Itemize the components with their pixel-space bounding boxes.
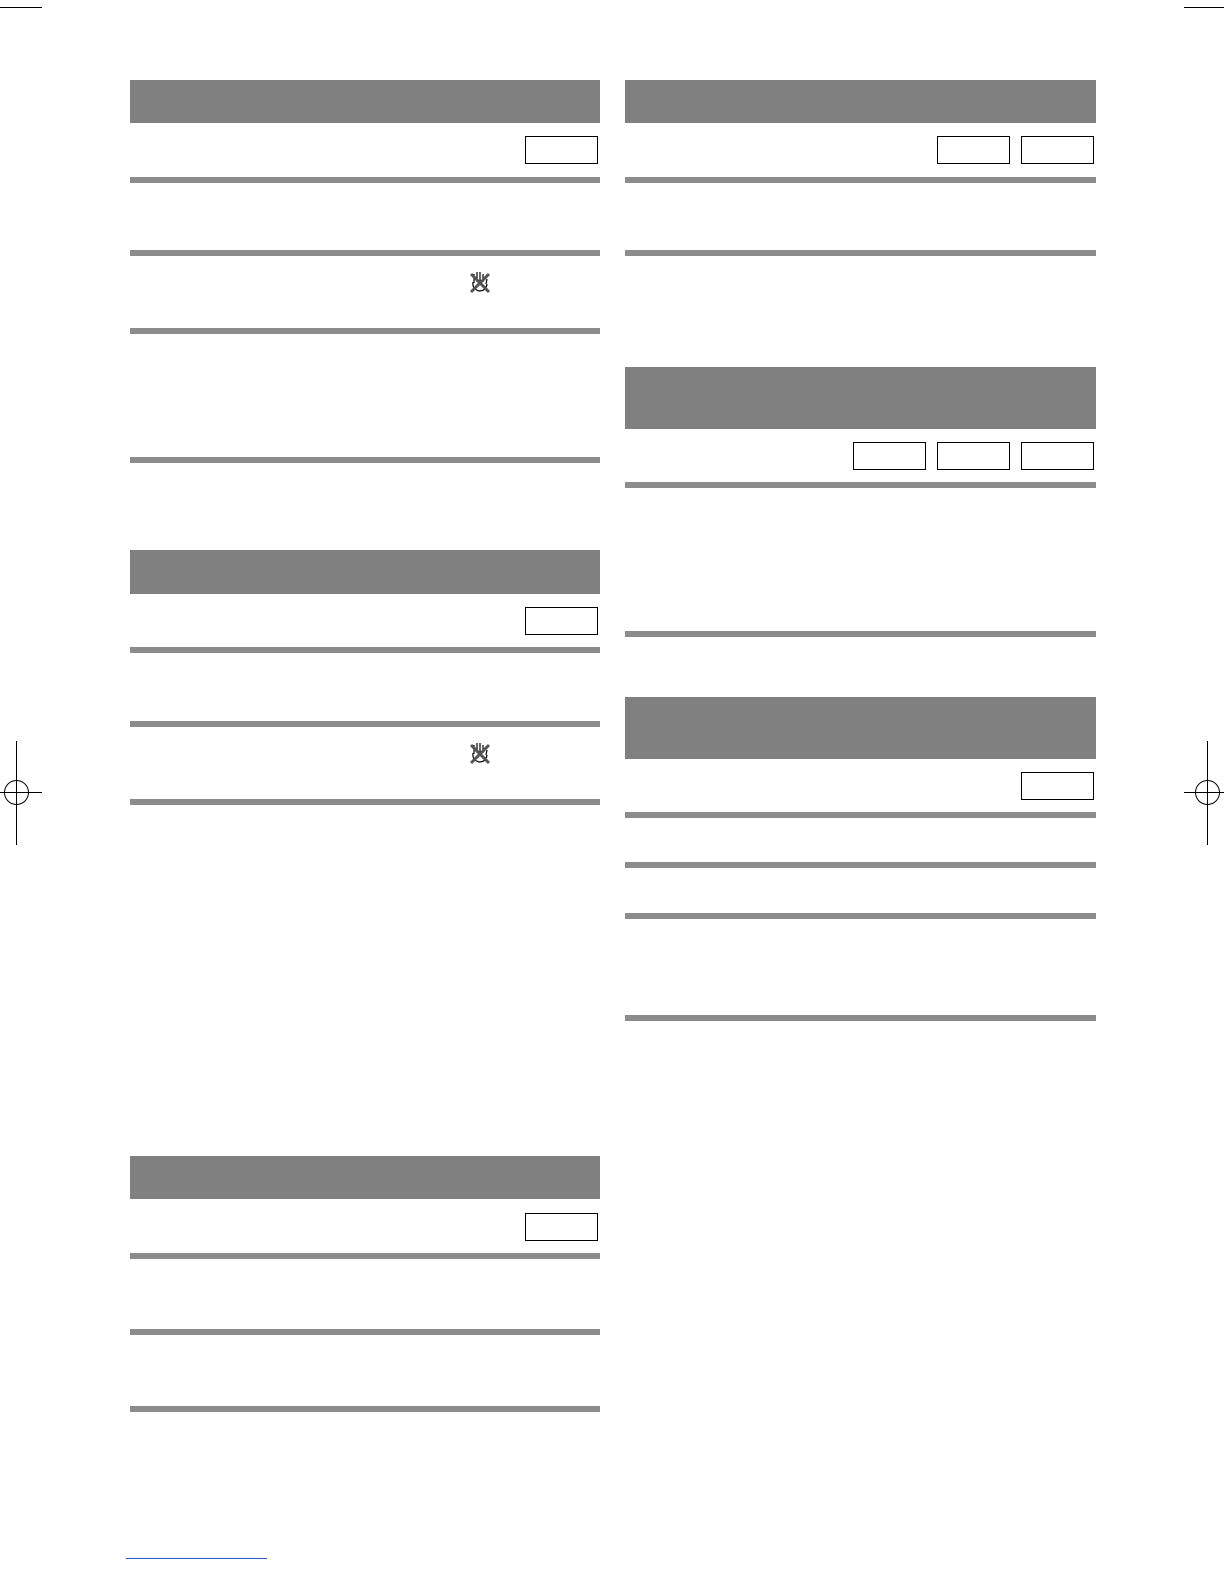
mode-badge: [525, 607, 598, 635]
divider-rule: [130, 1253, 600, 1259]
registration-mark-right-circle: [1195, 780, 1220, 805]
divider-rule: [625, 177, 1096, 183]
section-header-bar: [625, 697, 1096, 759]
divider-rule: [130, 457, 600, 463]
registration-mark-left-circle: [4, 780, 29, 805]
divider-rule: [130, 1329, 600, 1335]
section-header-bar: [625, 80, 1096, 123]
divider-rule: [625, 812, 1096, 818]
divider-rule: [625, 913, 1096, 919]
section-header-bar: [625, 367, 1096, 429]
crossed-hand-icon: [467, 268, 493, 294]
footer-rule: [126, 1558, 267, 1559]
divider-rule: [130, 721, 600, 727]
mode-badge: [525, 1213, 598, 1241]
crop-mark-top-left-horizontal: [0, 7, 42, 8]
divider-rule: [625, 862, 1096, 868]
divider-rule: [130, 250, 600, 256]
section-header-bar: [130, 1156, 600, 1199]
mode-badge: [1021, 442, 1094, 470]
section-header-bar: [130, 550, 600, 594]
divider-rule: [130, 328, 600, 334]
crop-mark-top-right-horizontal: [1184, 7, 1224, 8]
mode-badge: [525, 136, 598, 164]
divider-rule: [130, 647, 600, 653]
divider-rule: [625, 1015, 1096, 1021]
mode-badge: [937, 136, 1010, 164]
divider-rule: [130, 1406, 600, 1412]
mode-badge: [853, 442, 926, 470]
mode-badge: [937, 442, 1010, 470]
divider-rule: [625, 250, 1096, 256]
mode-badge: [1021, 136, 1094, 164]
divider-rule: [625, 482, 1096, 488]
section-header-bar: [130, 80, 600, 123]
mode-badge: [1021, 772, 1094, 800]
divider-rule: [625, 631, 1096, 637]
divider-rule: [130, 799, 600, 805]
divider-rule: [130, 177, 600, 183]
crossed-hand-icon: [467, 739, 493, 765]
